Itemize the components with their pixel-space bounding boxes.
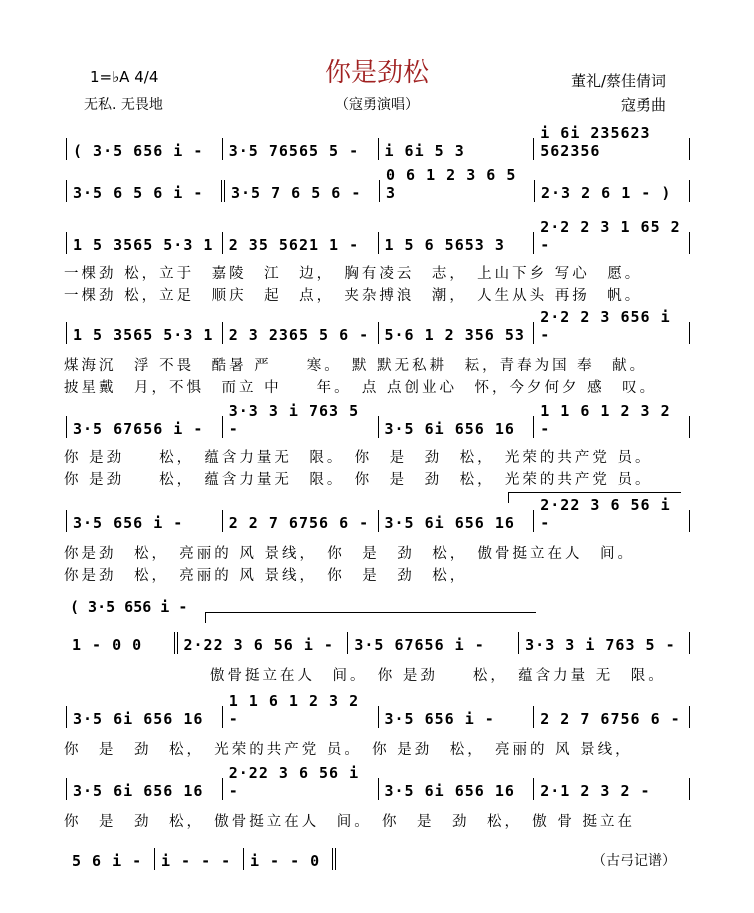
measure: 3·5 67656 i - <box>348 632 519 654</box>
measure: 2·3 2 6 1 - ) <box>535 180 690 202</box>
measure: 3·3 3 i 763 5 - <box>223 416 379 438</box>
measure: 5 6 i - <box>66 848 155 870</box>
measure: ( 3·5 656 i - <box>66 138 223 160</box>
measure: 2 3 2365 5 6 - <box>223 322 379 344</box>
measure: 3·5 6i 656 16 <box>379 510 535 532</box>
measure: 1 5 3565 5·3 1 <box>66 322 223 344</box>
measure: 2 35 5621 1 - <box>223 232 379 254</box>
lyric-line: 披星戴 月，不惧 而立 中 年。 点 点创业心 怀，今夕何夕 感 叹。 <box>64 380 658 396</box>
tempo-mark: 无私. 无畏地 <box>84 97 163 113</box>
measure: 0 6 1 2 3 6 5 3 <box>380 180 535 202</box>
measure: 3·3 3 i 763 5 - <box>519 632 690 654</box>
interlude-phrase: ( 3·5 656 i - <box>70 598 188 616</box>
key-signature: 1=♭A 4/4 <box>90 68 159 86</box>
measure: i 6i 235623 562356 <box>534 138 690 160</box>
measure: 2·22 3 6 56 i - <box>178 632 349 654</box>
lyricist-credit: 董礼/蔡佳倩词 <box>570 72 666 90</box>
measure: 1 5 6 5653 3 <box>379 232 535 254</box>
measure: 3·5 6i 656 16 <box>66 778 223 800</box>
measure: 3·5 6i 656 16 <box>379 416 535 438</box>
measure: 3·5 6i 656 16 <box>66 706 223 728</box>
measure: i - - 0 <box>244 848 336 870</box>
measure: 5·6 1 2 356 53 <box>379 322 535 344</box>
song-title: 你是劲松 <box>324 58 429 88</box>
lyric-line: 你是劲 松， 亮丽的 风 景线， 你 是 劲 松， 傲骨挺立在人 间。 <box>64 546 635 562</box>
measure: i - - - <box>155 848 244 870</box>
measure: 3·5 7 6 5 6 - <box>225 180 380 202</box>
measure: 1 1 6 1 2 3 2 - <box>223 706 379 728</box>
lyric-line: 一棵劲 松，立足 顺庆 起 点， 夹杂搏浪 潮， 人生从头 再扬 帆。 <box>64 288 643 304</box>
measure: 3·5 76565 5 - <box>223 138 379 160</box>
measure: 2 2 7 6756 6 - <box>223 510 379 532</box>
measure: 1 5 3565 5·3 1 <box>66 232 223 254</box>
measure: 2·2 2 3 656 i - <box>534 322 690 344</box>
lyric-line: 煤海沉 浮 不畏 酷暑 严 寒。 默 默无私耕 耘，青春为国 奉 献。 <box>64 358 648 374</box>
lyric-line: 你是劲 松， 亮丽的 风 景线， 你 是 劲 松， <box>64 568 468 584</box>
volta-bracket-2 <box>205 612 536 623</box>
measure: i 6i 5 3 <box>379 138 535 160</box>
measure: 2·22 3 6 56 i - <box>534 510 690 532</box>
measure: 1 - 0 0 <box>66 632 178 654</box>
measure: 3·5 656 i - <box>66 510 223 532</box>
lyric-line: 一棵劲 松，立于 嘉陵 江 边， 胸有凌云 志， 上山下乡 写心 愿。 <box>64 266 643 282</box>
measure: 3·5 67656 i - <box>66 416 223 438</box>
lyric-line: 你 是 劲 松， 光荣的共产党 员。 你 是劲 松， 亮丽的 风 景线， <box>64 742 633 758</box>
lyric-line: 你 是劲 松， 蕴含力量无 限。 你 是 劲 松， 光荣的共产党 员。 <box>64 450 653 466</box>
measure: 2·22 3 6 56 i - <box>223 778 379 800</box>
measure: 1 1 6 1 2 3 2 - <box>534 416 690 438</box>
measure: 3·5 656 i - <box>379 706 535 728</box>
transcriber-credit: （古弓记谱） <box>592 853 676 869</box>
performer-credit: （寇勇演唱） <box>335 97 419 113</box>
lyric-line: 傲骨挺立在人 间。 你 是劲 松， 蕴含力量 无 限。 <box>210 668 666 684</box>
measure: 2·1 2 3 2 - <box>534 778 690 800</box>
composer-credit: 寇勇曲 <box>620 96 666 114</box>
measure: 2·2 2 3 1 65 2 - <box>534 232 690 254</box>
measure: 2 2 7 6756 6 - <box>534 706 690 728</box>
lyric-line: 你 是 劲 松， 傲骨挺立在人 间。 你 是 劲 松， 傲 骨 挺立在 <box>64 814 635 830</box>
lyric-line: 你 是劲 松， 蕴含力量无 限。 你 是 劲 松， 光荣的共产党 员。 <box>64 472 653 488</box>
measure: 3·5 6 5 6 i - <box>66 180 225 202</box>
measure: 3·5 6i 656 16 <box>379 778 535 800</box>
